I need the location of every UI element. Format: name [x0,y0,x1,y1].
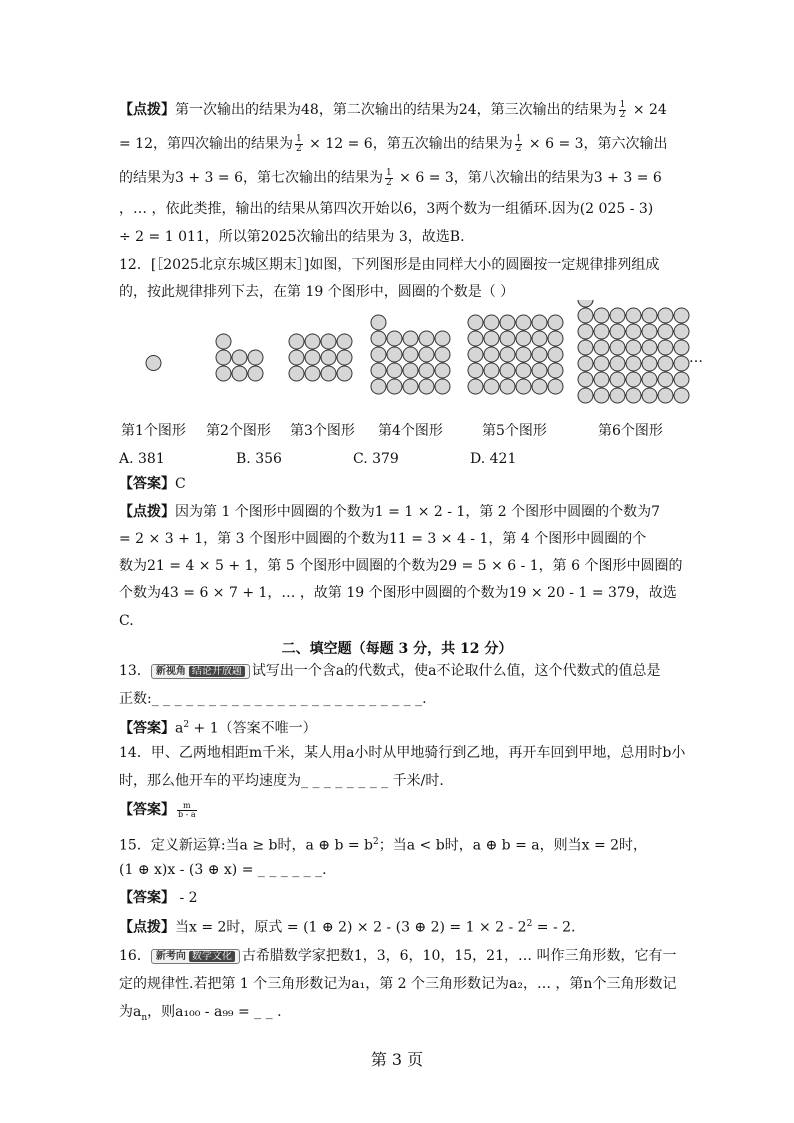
tag-primary: 新考向 [155,950,186,962]
text: 15．定义新运算:当a ≥ b时，a ⊕ b = b [119,837,374,854]
pattern-circle [387,379,402,394]
pattern-circle [594,324,609,339]
exponent: 2 [183,720,190,730]
q12-tip-line-3: 数为21 = 4 × 5 + 1，第 5 个图形中圆圈的个数为29 = 5 × 6 - 1，第 6 个图形中圆圈的 [119,558,683,574]
pattern-circle [403,379,418,394]
tag-new-direction [151,949,240,964]
caption-figure-2: 第2个图形 [206,423,271,439]
q12-stem-line-1: 12．[［2025北京东城区期末］]如图，下列图形是由同样大小的圆圈按一定规律排列组成 [119,257,660,273]
pattern-circle [371,331,386,346]
text: ，则a₁₀₀ - a₉₉ = _ _ . [147,1004,282,1020]
frac-num: m [177,802,197,811]
q14-stem-line-1: 14．甲、乙两地相距m千米，某人用a小时从甲地骑行到乙地，再开车回到甲地，总用时b小 [119,745,686,761]
pattern-circle [594,372,609,387]
text: + 1（答案不唯一） [189,720,317,737]
tip-label: 【点拨】 [119,504,175,520]
pattern-circle [321,350,336,365]
text: 的结果为3 + 3 = 6，第七次输出的结果为 [119,170,383,186]
pattern-circle [658,372,673,387]
caption-figure-3: 第3个图形 [290,423,355,439]
pattern-circle [289,334,304,349]
pattern-circle [532,331,547,346]
pattern-circle [468,331,483,346]
pattern-circle [548,379,563,394]
pattern-circle [642,308,657,323]
caption-figure-1: 第1个图形 [121,423,186,439]
fraction-half [295,135,303,154]
pattern-circle [548,363,563,378]
pattern-circle [594,388,609,403]
pattern-circle [594,340,609,355]
pattern-circle [484,379,499,394]
pattern-circle [435,331,450,346]
q13-answer [119,715,317,739]
pattern-circle [578,308,593,323]
pattern-circle [548,347,563,362]
pattern-circle [248,350,263,365]
pattern-circle [146,356,161,371]
pattern-circle [674,340,689,355]
pattern-circle [321,366,336,381]
pattern-circle [626,324,641,339]
tag-primary: 新视角 [155,665,186,677]
subscript: n [141,1012,148,1023]
pattern-circle [578,388,593,403]
pattern-circle [626,356,641,371]
pattern-circle [305,334,320,349]
pattern-circle [468,347,483,362]
pattern-circle [371,363,386,378]
frac-den: 2 [515,143,522,154]
pattern-circle [500,363,515,378]
pattern-circle [387,331,402,346]
pattern-circle [232,350,247,365]
frac-den: 2 [296,143,302,154]
q14-answer [119,800,199,820]
tag-secondary: 结论开放题 [189,666,245,677]
pattern-circle [578,340,593,355]
q15-stem-line-2: (1 ⊕ x)x - (3 ⊕ x) = _ _ _ _ _ _. [119,862,327,878]
pattern-circle [642,324,657,339]
pattern-circle [642,388,657,403]
q12-tip-line-1 [119,502,660,522]
pattern-circle [387,347,402,362]
caption-figure-5: 第5个图形 [482,423,547,439]
pattern-circle [548,331,563,346]
pattern-circle [419,347,434,362]
option-d: D. 421 [470,451,517,467]
pattern-circle [248,366,263,381]
pattern-circle [305,366,320,381]
pattern-circle [674,324,689,339]
pattern-circle [532,379,547,394]
answer-label: 【答案】 [119,890,175,906]
tip-q11-line-1 [119,100,667,120]
fraction-half [515,135,523,154]
pattern-circle [403,347,418,362]
q15-stem-line-1 [119,832,647,856]
pattern-circle [337,334,352,349]
fraction-half [619,101,627,120]
page-number: 第 3 页 [370,1050,424,1069]
q12-tip-line-5: C. [119,613,134,629]
pattern-circle [321,334,336,349]
exponent: 2 [373,837,379,847]
pattern-circle [403,363,418,378]
pattern-circle [500,379,515,394]
circle-pattern-figure [0,300,794,420]
tag-secondary: 数学文化 [189,951,235,962]
pattern-circle [578,356,593,371]
pattern-circle [435,363,450,378]
pattern-circle [516,315,531,330]
q16-stem-line-3 [119,1002,282,1028]
pattern-circle [468,363,483,378]
pattern-circle [548,315,563,330]
pattern-circle [419,363,434,378]
pattern-circle [232,366,247,381]
pattern-circle [626,388,641,403]
text: 古希腊数学家把数1，3，6，10，15，21，… 叫作三角形数，它有一 [241,948,677,964]
pattern-circle [674,388,689,403]
pattern-circle [674,308,689,323]
pattern-circle [216,350,231,365]
answer-label: 【答案】 [119,476,175,492]
text: 第一次输出的结果为48，第二次输出的结果为24，第三次输出的结果为 [175,102,617,118]
pattern-circle [516,347,531,362]
pattern-circle [594,356,609,371]
q14-stem-line-2: 时，那么他开车的平均速度为_ _ _ _ _ _ _ _ 千米/时. [119,773,444,789]
pattern-circle [516,363,531,378]
pattern-circle [642,372,657,387]
pattern-circle [578,324,593,339]
pattern-circle [642,340,657,355]
pattern-circle [674,372,689,387]
text: × 12 = 6，第五次输出的结果为 [304,136,513,152]
pattern-circle [642,356,657,371]
pattern-circle [435,347,450,362]
tip-q11-line-5: ÷ 2 = 1 011，所以第2025次输出的结果为 3，故选B. [119,229,465,245]
pattern-circle [516,379,531,394]
pattern-circle [674,356,689,371]
pattern-circle [468,379,483,394]
pattern-circle [484,315,499,330]
pattern-circle [626,372,641,387]
q15-answer [119,888,198,908]
pattern-circle [484,363,499,378]
pattern-circle [484,347,499,362]
pattern-circle [532,315,547,330]
text: × 6 = 3，第八次输出的结果为3 + 3 = 6 [394,170,662,186]
pattern-circle [610,388,625,403]
q16-stem-line-1 [119,946,676,966]
pattern-circle [403,331,418,346]
pattern-circle [305,350,320,365]
caption-figure-4: 第4个图形 [378,423,443,439]
pattern-circle [658,356,673,371]
figure-ellipsis: … [689,350,703,366]
pattern-circle [500,347,515,362]
frac-num: 1 [296,133,302,144]
section-title-fill-in: 二、填空题（每题 3 分，共 12 分） [281,641,513,657]
pattern-circle [435,379,450,394]
answer-value: - 2 [175,890,198,906]
answer-label: 【答案】 [119,720,175,737]
pattern-circle [468,315,483,330]
q12-tip-line-4: 个数为43 = 6 × 7 + 1，… ，故第 19 个图形中圆圈的个数为19 × 20 - 1 = 379，故选 [119,585,677,601]
pattern-circle [500,331,515,346]
q12-stem-line-2: 的，按此规律排列下去，在第 19 个图形中，圆圈的个数是（ ） [119,284,515,300]
q12-tip-line-2: = 2 × 3 + 1，第 3 个图形中圆圈的个数为11 = 3 × 4 - 1，第 4 个图形中圆圈的个 [119,531,647,547]
fraction-half [385,169,393,188]
q15-tip [119,914,576,938]
frac-num: 1 [515,133,522,144]
question-number: 16． [119,948,151,964]
q12-answer [119,474,186,494]
text: = - 2. [532,919,576,936]
pattern-circle [419,379,434,394]
text: 因为第 1 个图形中圆圈的个数为1 = 1 × 2 - 1，第 2 个图形中圆圈的个数为7 [175,504,661,520]
pattern-circle [532,363,547,378]
tip-q11-line-4: ，… ，依此类推，输出的结果从第四次开始以6，3两个数为一组循环.因为(2 025 - 3) [119,201,654,217]
frac-den: 2 [385,177,392,188]
pattern-circle [610,324,625,339]
exponent: 2 [526,919,533,929]
pattern-circle [387,363,402,378]
pattern-circle [658,308,673,323]
answer-value: C [175,476,186,492]
pattern-circle [532,347,547,362]
pattern-circle [337,366,352,381]
text: 试写出一个含a的代数式，使a不论取什么值，这个代数式的值总是 [251,663,661,679]
pattern-circle [216,334,231,349]
text: × 6 = 3，第六次输出 [524,136,668,152]
pattern-circle [337,350,352,365]
pattern-circle [289,366,304,381]
pattern-circle [658,324,673,339]
text: = 12，第四次输出的结果为 [119,136,293,152]
q16-stem-line-2: 定的规律性.若把第 1 个三角形数记为a₁，第 2 个三角形数记为a₂，… ，第n个三角形数记 [119,976,677,992]
text: ；当a < b时，a ⊕ b = a，则当x = 2时， [378,837,648,854]
pattern-circle [500,315,515,330]
frac-num: 1 [619,99,626,110]
tip-q11-line-3 [119,168,662,188]
frac-den: b - a [178,809,196,819]
pattern-circle [419,331,434,346]
q13-stem-line-2: 正数:_ _ _ _ _ _ _ _ _ _ _ _ _ _ _ _ _ _ _ _ _ _ _ _. [119,691,427,707]
pattern-circle [484,331,499,346]
pattern-circle [371,315,386,330]
answer-label: 【答案】 [119,802,175,818]
pattern-circle [626,308,641,323]
frac-num: 1 [385,167,392,178]
pattern-circle [610,372,625,387]
option-b: B. 356 [236,451,282,467]
pattern-circle [658,340,673,355]
q13-stem-line-1 [119,661,661,681]
pattern-circle [610,308,625,323]
pattern-circle [578,300,593,307]
option-c: C. 379 [353,451,399,467]
pattern-circle [516,331,531,346]
pattern-circle [216,366,231,381]
pattern-circle [610,340,625,355]
pattern-circle [658,388,673,403]
option-a: A. 381 [119,451,165,467]
fraction-answer [177,802,197,819]
pattern-circle [371,347,386,362]
pattern-circle [371,379,386,394]
tip-q11-line-2 [119,134,668,154]
text: 当x = 2时，原式 = (1 ⊕ 2) × 2 - (3 ⊕ 2) = 1 × 2 - 2 [175,919,527,936]
question-number: 13． [119,663,151,679]
frac-den: 2 [619,109,626,120]
tip-label: 【点拨】 [119,919,175,936]
tip-label: 【点拨】 [119,102,175,118]
pattern-circle [626,340,641,355]
pattern-circle [578,372,593,387]
caption-figure-6: 第6个图形 [598,423,663,439]
text: × 24 [628,102,667,118]
pattern-circle [594,308,609,323]
tag-new-perspective [151,664,250,679]
pattern-circle [289,350,304,365]
pattern-circle [610,356,625,371]
text: a [175,720,184,737]
text: 为a [119,1004,142,1020]
